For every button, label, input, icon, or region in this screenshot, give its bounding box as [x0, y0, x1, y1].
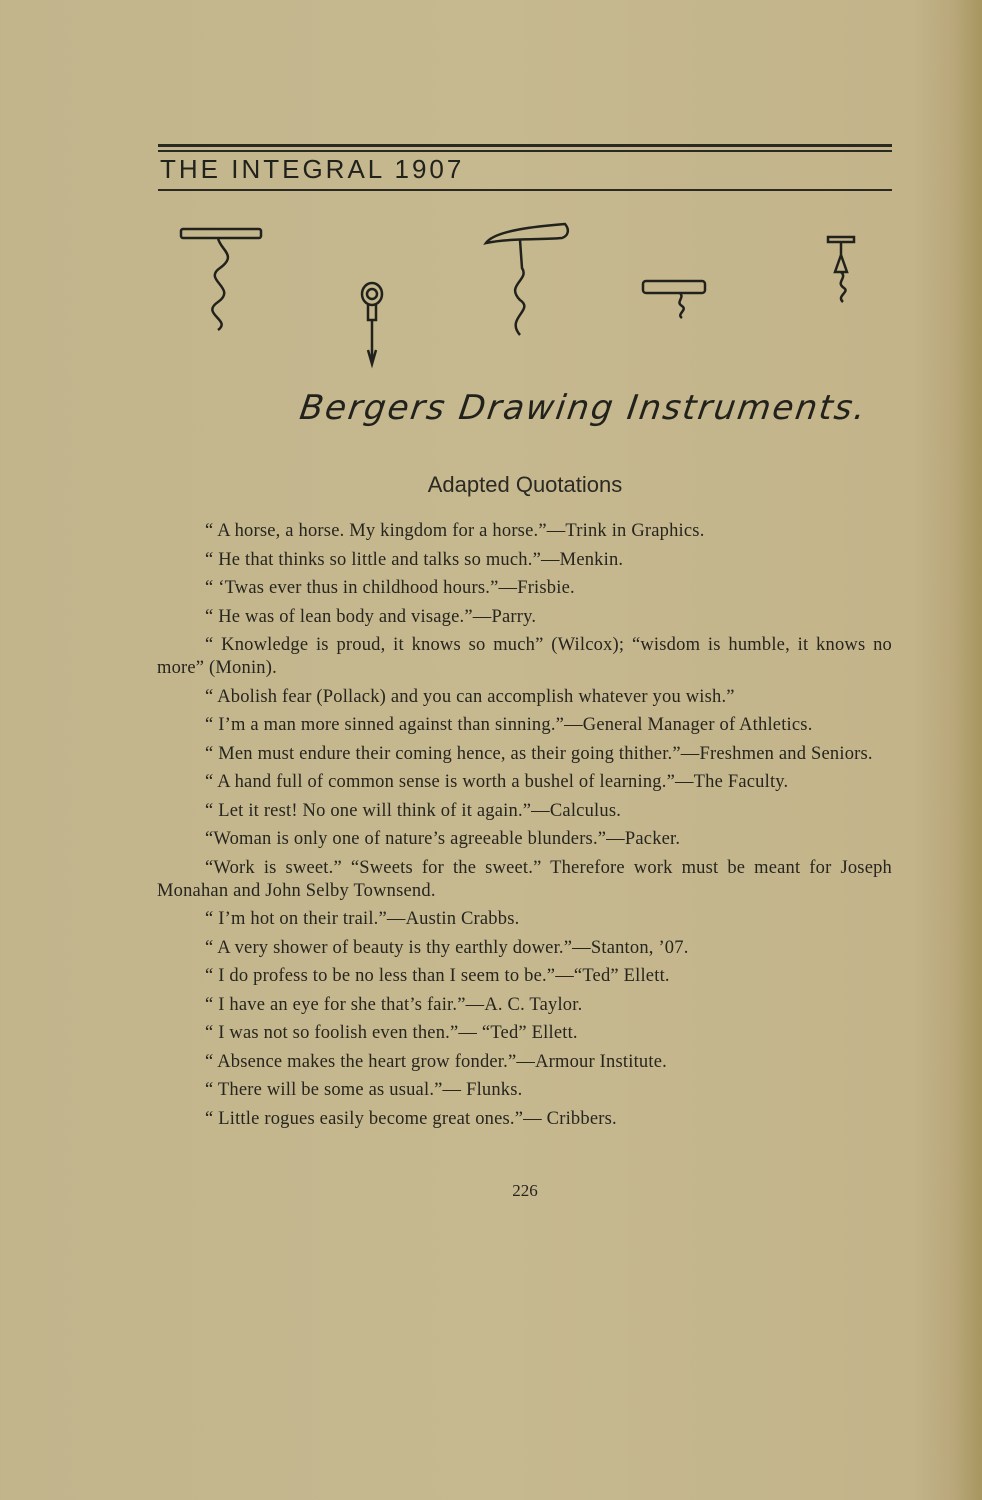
quote-paragraph: “ I was not so foolish even then.”— “Ted” Ellett. — [205, 1023, 578, 1043]
quote-paragraph: “ A hand full of common sense is worth a bushel of learning.”—The Faculty. — [205, 772, 789, 792]
quote-paragraph: “ Knowledge is proud, it knows so much” (Wilcox); “wisdom is humble, it knows no more” (Monin). — [157, 635, 892, 678]
quote-paragraph: “ Little rogues easily become great ones.”— Cribbers. — [205, 1108, 617, 1129]
page-number: 226 — [512, 1181, 538, 1200]
quote-paragraph: “ He that thinks so little and talks so much.”—Menkin. — [205, 549, 624, 570]
quotation-list — [157, 520, 892, 1136]
corkscrew-icon-5 — [828, 237, 854, 302]
corkscrew-icon-3 — [486, 224, 568, 335]
quote-paragraph: “ Abolish fear (Pollack) and you can accomplish whatever you wish.” — [205, 686, 735, 707]
quote-paragraph: “ There will be some as usual.”— Flunks. — [205, 1080, 523, 1100]
quote-paragraph: “ Let it rest! No one will think of it again.”—Calculus. — [205, 800, 622, 821]
quote-paragraph: “Work is sweet.” “Sweets for the sweet.” Therefore work must be meant for Joseph Monahan and John Selby Townsend. — [157, 857, 892, 901]
corkscrew-icon-2 — [362, 283, 382, 364]
quote-paragraph: “ I do profess to be no less than I seem to be.”—“Ted” Ellett. — [205, 966, 670, 986]
quote-paragraph: “ He was of lean body and visage.”—Parry. — [205, 606, 537, 627]
quote-paragraph: “ I have an eye for she that’s fair.”—A. C. Taylor. — [205, 994, 583, 1015]
corkscrew-icon-1 — [181, 229, 261, 330]
quote-paragraph: “ I’m hot on their trail.”—Austin Crabbs. — [205, 909, 520, 929]
quote-paragraph: “Woman is only one of nature’s agreeable blunders.”—Packer. — [205, 829, 681, 849]
advertisement-title: Bergers Drawing Instruments. — [297, 388, 870, 428]
quote-paragraph: “ Men must endure their coming hence, as their going thither.”—Freshmen and Seniors. — [205, 743, 873, 764]
corkscrew-icon-4 — [643, 281, 705, 318]
quote-paragraph: “ I’m a man more sinned against than sinning.”—General Manager of Athletics. — [205, 715, 813, 735]
header-rule-top-thin — [158, 150, 892, 152]
header-rule-bottom — [158, 189, 892, 191]
quote-paragraph: “ A very shower of beauty is thy earthly dower.”—Stanton, ’07. — [205, 937, 689, 958]
corkscrew-illustration — [160, 210, 900, 370]
section-heading: Adapted Quotations — [427, 472, 623, 497]
quote-paragraph: “ Absence makes the heart grow fonder.”—Armour Institute. — [205, 1051, 667, 1072]
quote-paragraph: “ ‘Twas ever thus in childhood hours.”—Frisbie. — [205, 578, 575, 598]
header-rule-top — [158, 144, 892, 147]
quote-paragraph: “ A horse, a horse. My kingdom for a horse.”—Trink in Graphics. — [205, 521, 705, 541]
running-header: THE INTEGRAL 1907 — [160, 154, 465, 184]
